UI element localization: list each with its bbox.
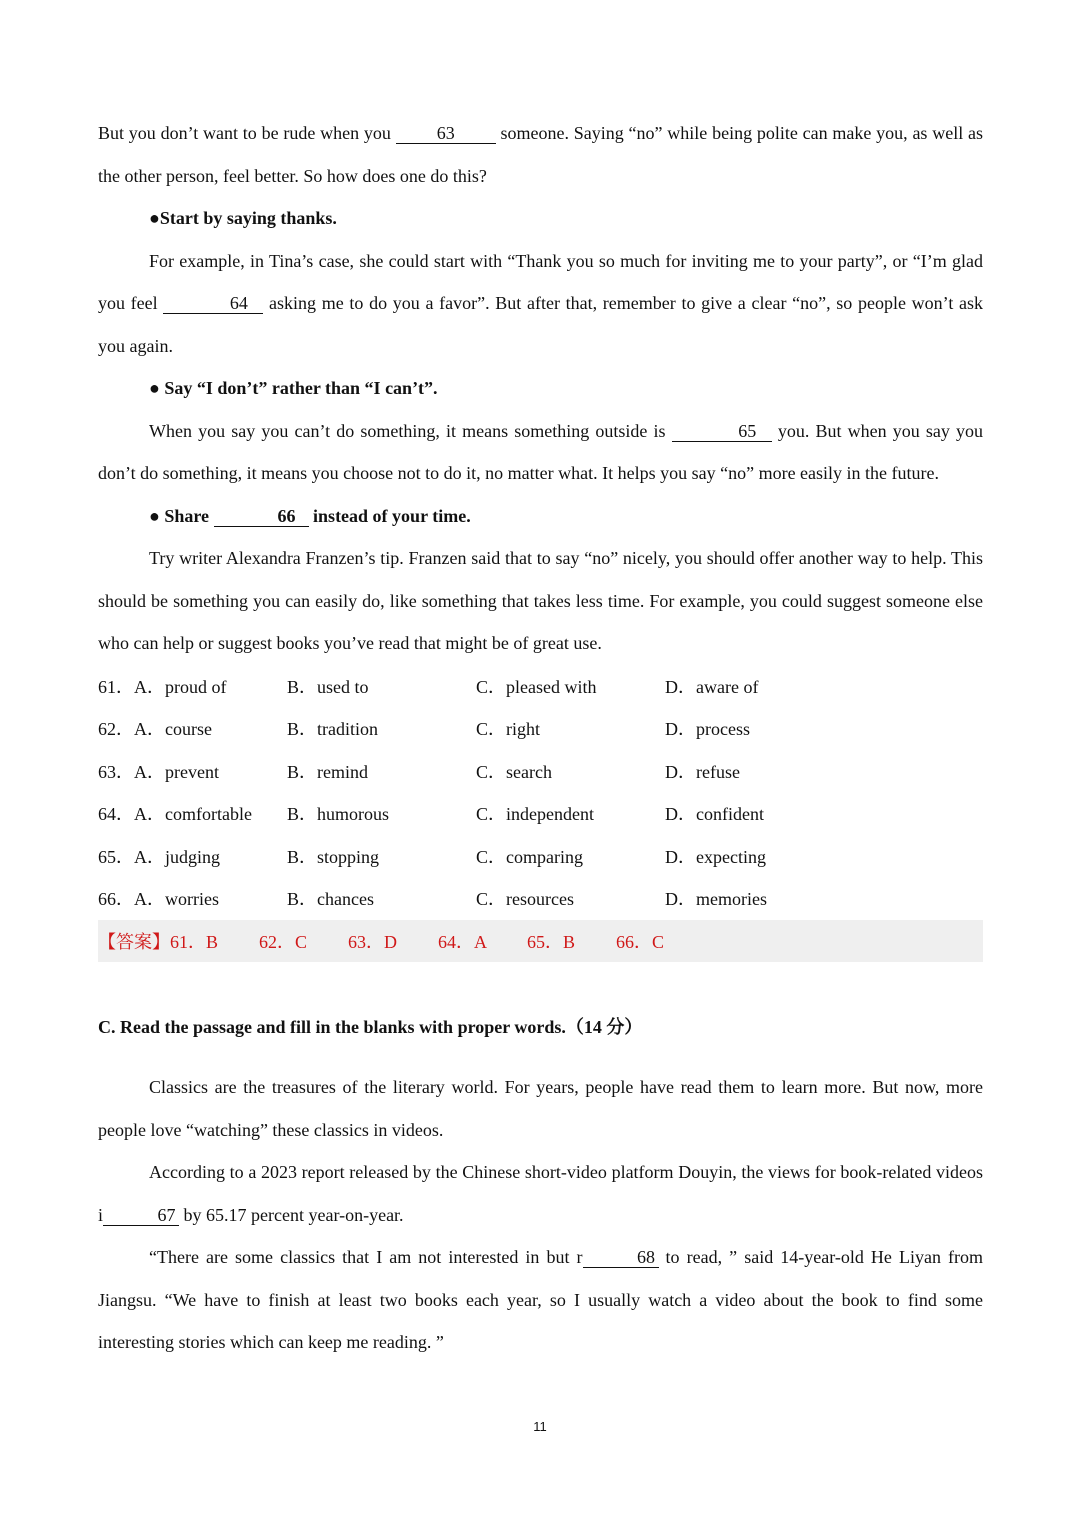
option-b: B．remind [287,761,368,782]
option-b: B．tradition [287,719,378,740]
text: to read, ” said 14-year-old He Liyan from Jiangsu. “We have to finish at least two books each year, so I usually watch a video about the book to find some interesting stories which can keep me reading. ” [98,1247,983,1352]
option-c: C．independent [476,804,594,825]
paragraph [98,112,983,197]
answer-item: 61．B [170,931,219,952]
answer-item: 64．A [438,931,487,952]
option-a: 63．A．prevent [98,761,219,782]
option-row [98,792,983,835]
option-b: B．stopping [287,846,380,867]
option-row [98,707,983,750]
blank-67: 67 [103,1205,179,1226]
option-c: C．right [476,719,541,740]
text: asking me to do you a favor”. But after that, remember to give a clear “no”, so people won’t ask you again. [98,293,984,356]
tip-heading [98,495,983,538]
option-row [98,835,983,878]
paragraph [98,1151,983,1236]
answer-item: 66．C [616,931,665,952]
text: by 65.17 percent year-on-year. [179,1204,404,1225]
answer-item: 62．C [259,931,308,952]
tip-heading: ● Say “I don’t” rather than “I can’t”. [149,378,438,398]
option-d: D．process [665,719,750,740]
paragraph [98,1236,983,1364]
text: you. But when you say you don’t do something, it means you choose not to do it, no matter what. It helps you say “no” more easily in the future. [98,420,983,483]
section-title: C. Read the passage and fill in the blanks with proper words.（14 分） [98,1016,643,1037]
option-b: B．humorous [287,804,390,825]
option-d: D．aware of [665,676,759,697]
text: But you don’t want to be rude when you [98,123,396,143]
text: “There are some classics that I am not interested in but r [149,1247,583,1267]
option-b: B．used to [287,676,369,697]
option-d: D．memories [665,889,767,910]
text: For example, in Tina’s case, she could start with “Thank you so much for inviting me to your party”, or “I’m glad you feel [98,250,983,313]
option-a: 61．A．proud of [98,676,227,697]
option-c: C．search [476,761,552,782]
document-page [98,112,983,1364]
option-c: C．resources [476,889,574,910]
blank-66: 66 [214,506,309,527]
tip-heading: ●Start by saying thanks. [149,208,337,228]
text: someone. Saying “no” while being polite can make you, as well as the other person, feel better. So how does one do this? [98,123,983,186]
option-a: 64．A．comfortable [98,804,252,825]
paragraph [98,410,983,495]
text: instead of your time. [308,505,471,526]
blank-64: 64 [163,293,263,314]
answer-item: 65．B [527,931,576,952]
text: When you say you can’t do something, it means something outside is [149,420,672,441]
blank-65: 65 [672,421,772,442]
option-d: D．confident [665,804,764,825]
option-c: C．pleased with [476,676,597,697]
text: According to a 2023 report released by the Chinese short-video platform Douyin, the views for book-related videos i [98,1162,983,1225]
paragraph: Classics are the treasures of the literary world. For years, people have read them to learn more. But now, more people love “watching” these classics in videos. [98,1077,983,1140]
answer-key [98,920,983,962]
option-d: D．expecting [665,846,766,867]
option-row [98,665,983,708]
answer-label: 【答案】 [98,931,170,952]
option-a: 65．A．judging [98,846,221,867]
option-row [98,750,983,793]
option-a: 66．A．worries [98,889,219,910]
option-row [98,877,983,920]
paragraph: Try writer Alexandra Franzen’s tip. Franzen said that to say “no” nicely, you should offer another way to help. This should be something you can easily do, like something that takes less time. For example, you could suggest someone else who can help or suggest books you’ve read that might be of great use. [98,548,983,653]
option-b: B．chances [287,889,374,910]
page-number: 11 [533,1419,547,1434]
options-list [98,665,983,920]
paragraph [98,240,983,368]
blank-68: 68 [583,1247,659,1268]
text: ● Share [149,505,214,526]
blank-63: 63 [396,123,496,144]
option-c: C．comparing [476,846,583,867]
option-a: 62．A．course [98,719,212,740]
answer-item: 63．D [348,931,397,952]
option-d: D．refuse [665,761,740,782]
